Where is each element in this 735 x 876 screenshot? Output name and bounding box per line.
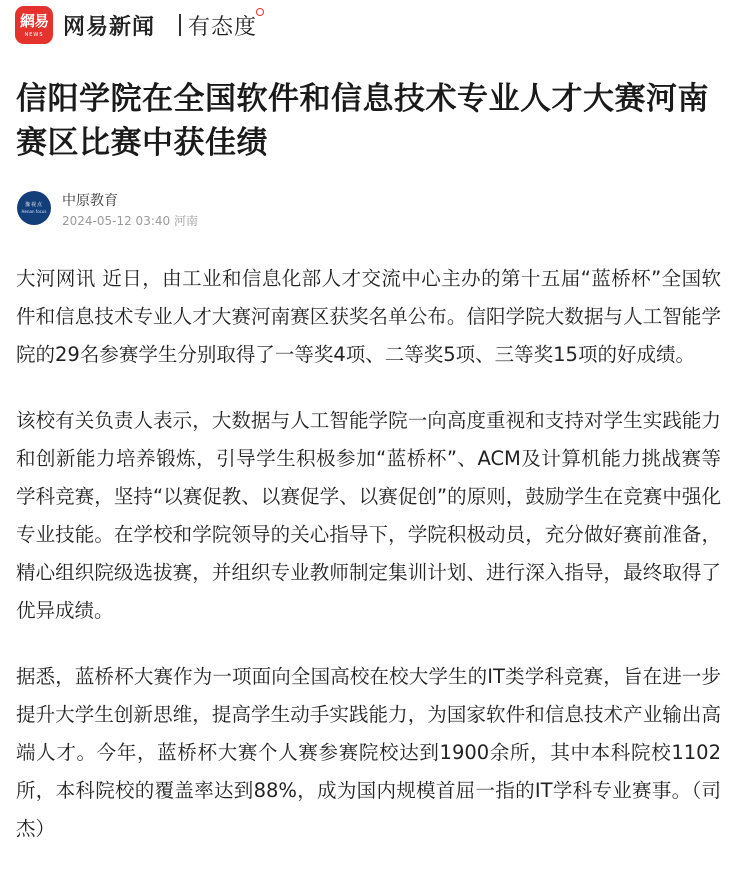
article-title: 信阳学院在全国软件和信息技术专业人才大赛河南赛区比赛中获佳绩 [16,81,709,161]
netease-news-logo[interactable] [15,6,53,44]
registered-mark-icon [256,8,264,16]
logo-subtext: NEWS [24,32,44,38]
article-paragraph: 据悉，蓝桥杯大赛作为一项面向全国高校在校大学生的IT类学科竞赛，旨在进一步提升大学生创新思维，提高学生动手实践能力，为国家软件和信息技术产业输出高端人才。今年，蓝桥杯大赛个人赛参赛院校达到1900余所，其中本科院校1102所，本科院校的覆盖率达到88%，成为国内规模首屈一指的IT学科专业赛事。（司杰） [16,665,721,840]
article-paragraph: 该校有关负责人表示，大数据与人工智能学院一向高度重视和支持对学生实践能力和创新能力培养锻炼，引导学生积极参加“蓝桥杯”、ACM及计算机能力挑战赛等学科竞赛，坚持“以赛促教、以赛促学、以赛促创”的原则，鼓励学生在竞赛中强化专业技能。在学校和学院领导的关心指导下，学院积极动员，充分做好赛前准备，精心组织院级选拔赛，并组织专业教师制定集训计划、进行深入指导，最终取得了优异成绩。 [16,409,721,622]
avatar-subtext: Henan focus [21,209,47,214]
logo-text: 網易 [19,12,48,30]
author-avatar[interactable] [17,191,51,225]
brand-slogan: 有态度 [188,15,258,40]
brand-name[interactable]: 网易新闻 [63,15,156,40]
app-header [0,0,735,50]
brand-divider [179,14,181,36]
avatar-text: 豫视点 [24,202,43,208]
author-name[interactable]: 中原教育 [62,193,118,209]
article-paragraph: 大河网讯 近日，由工业和信息化部人才交流中心主办的第十五届“蓝桥杯”全国软件和信息技术专业人才大赛河南赛区获奖名单公布。信阳学院大数据与人工智能学院的29名参赛学生分别取得了一等奖4项、二等奖5项、三等奖15项的好成绩。 [16,267,721,366]
publish-meta: 2024-05-12 03:40 河南 [62,214,198,228]
article-body [16,260,721,876]
